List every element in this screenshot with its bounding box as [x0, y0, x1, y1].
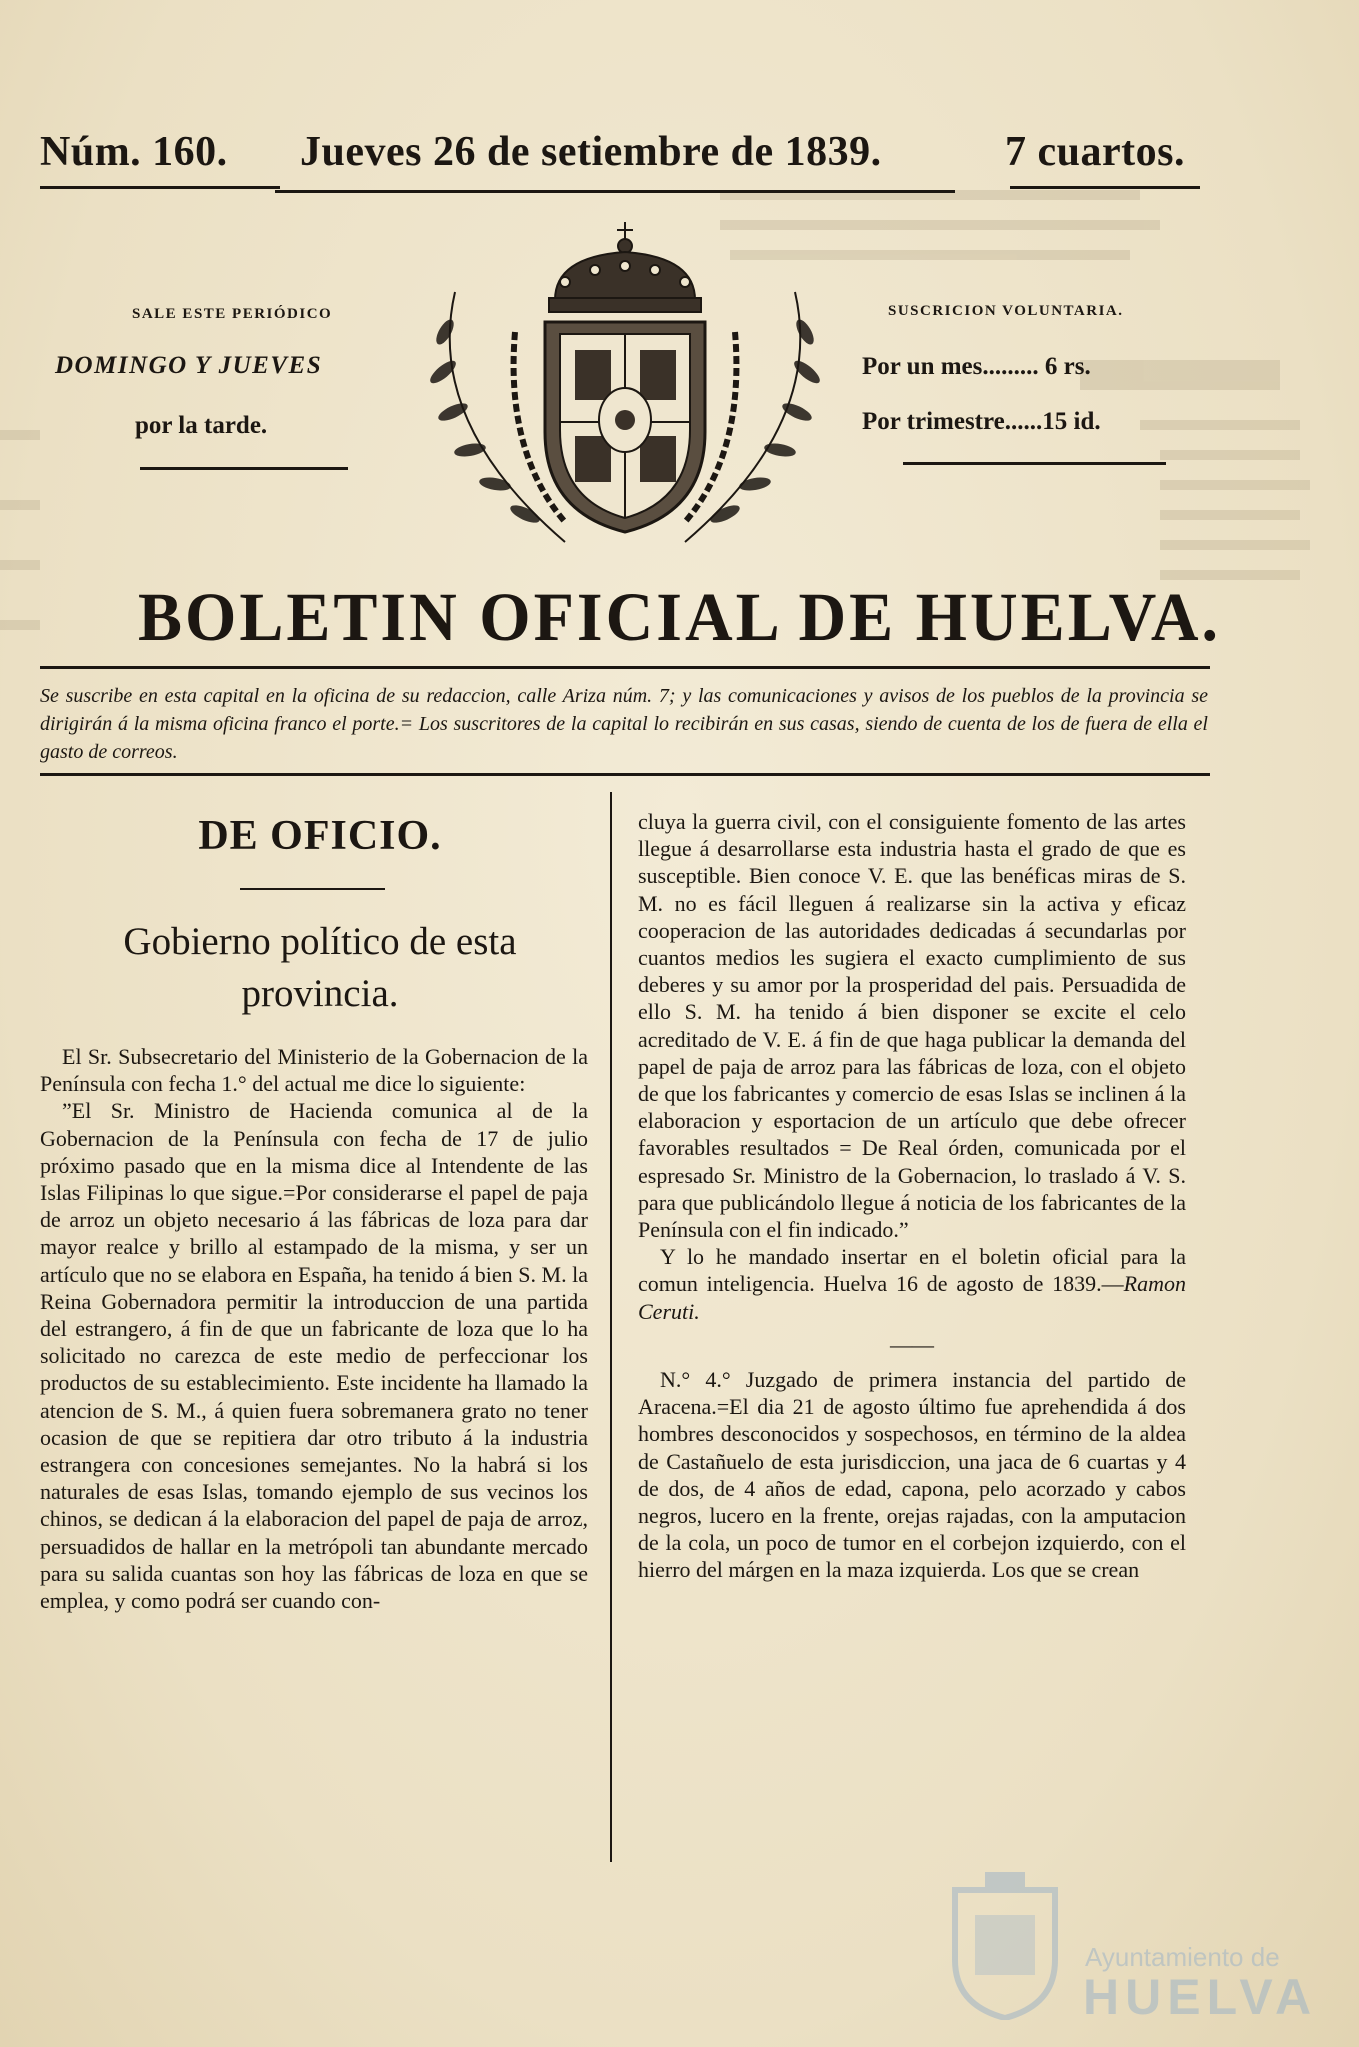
- right-paragraph-3: N.° 4.° Juzgado de primera instancia del partido de Aracena.=El dia 21 de agosto último fue aprehendida á dos hombres desconocidos y sospechosos, en término de la aldea de Castañuelo de esta jurisdiccion, una jaca de 6 cuartas y 4 de dos, de 4 años de edad, capona, pelo acorzado y cabos negros, lucero en la frente, orejas rajadas, con la amputacion de la cola, un poco de tumor en el corbejon izquierdo, con el hierro del márgen en la maza izquierda. Los que se crean: [638, 1367, 1186, 1583]
- left-paragraph-1: El Sr. Subsecretario del Ministerio de la Gobernacion de la Península con fecha 1.° del actual me dice lo siguiente:: [40, 1044, 588, 1097]
- publication-days: DOMINGO Y JUEVES: [55, 352, 323, 379]
- header-rule-center: [275, 190, 955, 193]
- issue-price: 7 cuartos.: [1005, 129, 1185, 175]
- right-paragraph-1: cluya la guerra civil, con el consiguiente fomento de las artes llegue á desarrollarse esta industria hasta el grado de que es susceptible. Bien conoce V. E. que las benéficas miras de S. M. no es fácil lleguen á realizarse sin la activa y eficaz cooperacion de las autoridades dedicadas á secundarlas por cuantos medios les sugiera el exacto cumplimiento de sus deberes y su amor por la prosperidad del pais. Persuadida de ello S. M. ha tenido á bien disponer se excite el celo acreditado de V. E. á fin de que haga publicar la demanda del papel de paja de arroz para las fábricas de loza, con el objeto de que los fabricantes y comercio de esas Islas se inclinen á la elaboracion y esportacion de un artículo que debe ofrecer favorables resultados = De Real órden, comunicada por el espresado Sr. Ministro de la Gobernacion, lo traslado á V. S. para que publicándolo llegue á noticia de los fabricantes de la Península con el fin indicado.”: [638, 809, 1186, 1243]
- section-title: DE OFICIO.: [198, 813, 442, 859]
- left-paragraph-2: ”El Sr. Ministro de Hacienda comunica al de la Gobernacion de la Península con fecha de 17 de julio próximo pasado que en la misma dice al Intendente de las Islas Filipinas lo que sigue.=Por considerarse el papel de paja de arroz un objeto necesario á las fábricas de loza para dar mayor realce y brillo al estampado de la misma, y ser un artículo que no se elabora en España, ha tenido á bien S. M. la Reina Gobernadora permitir la introduccion de una partida del estrangero, á fin de que un fabricante de loza que lo ha solicitado no carezca de este medio de perfeccionar los productos de su establecimiento. Este incidente ha llamado la atencion de S. M., á quien fuera sobremanera grato no tener ocasion de que se repitiera dar otro tributo á la industria estrangera con concesiones semejantes. No la habrá si los naturales de esas Islas, tomando ejemplo de sus vecinos los chinos, se dedican á la elaboracion del papel de paja de arroz, persuadidos de hallar en la metrópoli tan abundante mercado para su salida cuantas son hoy las fábricas de loza en que se emplea, y como podrá ser cuando con-: [40, 1098, 588, 1614]
- subscription-note: Se suscribe en esta capital en la oficina de su redaccion, calle Ariza núm. 7; y las comunicaciones y avisos de los pueblos de la provincia se dirigirán á la misma oficina franco el porte.= Los suscritores de la capital lo recibirán en sus casas, siendo de cuenta de los de fuera de ella el gasto de correos.: [40, 685, 1208, 763]
- right-box-rule: [903, 462, 1166, 465]
- publication-note: SALE ESTE PERIÓDICO: [132, 306, 333, 322]
- right-column-text: [638, 808, 1186, 1584]
- closing-text: Y lo he mandado insertar en el boletin oficial para la comun inteligencia. Huelva 16 de agosto de 1839.—: [638, 1244, 1186, 1297]
- royal-coat-of-arms-icon: [415, 222, 835, 562]
- separator: ——: [890, 1331, 934, 1357]
- header-rule-left: [40, 186, 280, 189]
- issue-date: Jueves 26 de setiembre de 1839.: [300, 129, 882, 175]
- watermark-line1: Ayuntamiento de: [1085, 1942, 1280, 1972]
- left-box-rule: [140, 467, 348, 470]
- column-divider: [610, 792, 612, 1862]
- watermark-line2: HUELVA: [1083, 1969, 1318, 2025]
- subscription-monthly: Por un mes......... 6 rs.: [862, 353, 1091, 380]
- masthead-rule: [40, 666, 1210, 669]
- huelva-shield-icon: [945, 1870, 1065, 2020]
- publication-time: por la tarde.: [135, 412, 268, 439]
- issue-number: Núm. 160.: [40, 129, 228, 175]
- signature: Ramon Ceruti.: [638, 1271, 1186, 1324]
- section-title-rule: [240, 888, 385, 890]
- masthead-title: BOLETIN OFICIAL DE HUELVA.: [138, 579, 1221, 656]
- subscription-rule: [40, 773, 1210, 776]
- government-title-line2: provincia.: [241, 972, 399, 1015]
- archive-watermark: [945, 1870, 1318, 2030]
- header-rule-right: [1010, 186, 1200, 189]
- government-title-line1: Gobierno político de esta: [123, 920, 517, 963]
- government-title: [40, 916, 600, 1020]
- right-paragraph-2: [638, 1243, 1186, 1325]
- subscription-heading: SUSCRICION VOLUNTARIA.: [888, 303, 1124, 319]
- left-column-text: [40, 1043, 588, 1614]
- subscription-quarterly: Por trimestre......15 id.: [862, 408, 1101, 435]
